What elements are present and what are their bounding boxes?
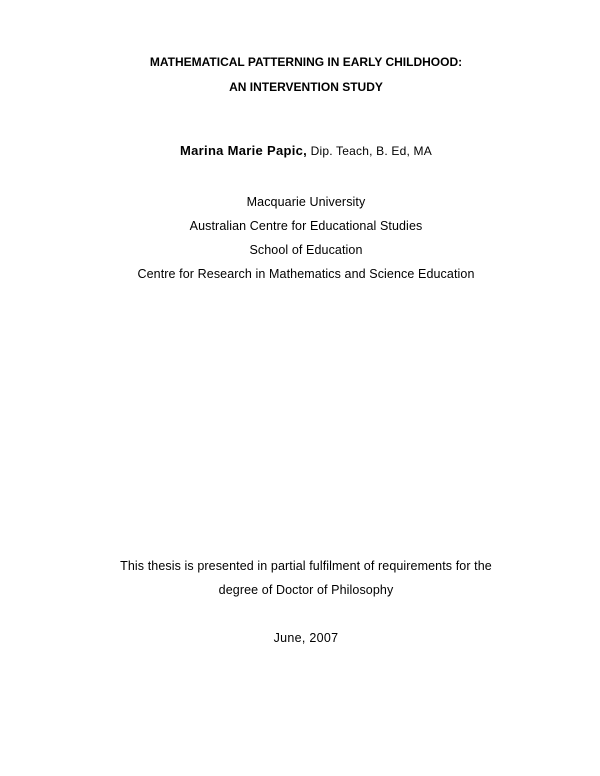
thesis-statement-line-2: degree of Doctor of Philosophy	[218, 583, 394, 597]
submission-date: June, 2007	[273, 631, 339, 645]
thesis-title-line-1: MATHEMATICAL PATTERNING IN EARLY CHILDHOOD:	[149, 55, 463, 69]
author-line	[0, 143, 600, 158]
affiliation-school: School of Education	[249, 243, 363, 257]
author-name: Marina Marie Papic,	[180, 143, 308, 158]
thesis-statement-line-1: This thesis is presented in partial fulfilment of requirements for the	[120, 559, 492, 573]
author-qualifications: Dip. Teach, B. Ed, MA	[310, 144, 432, 158]
affiliation-research-centre: Centre for Research in Mathematics and Science Education	[137, 267, 475, 281]
thesis-title-line-2: AN INTERVENTION STUDY	[229, 80, 383, 94]
affiliation-university: Macquarie University	[246, 195, 366, 209]
affiliation-centre: Australian Centre for Educational Studies	[189, 219, 423, 233]
